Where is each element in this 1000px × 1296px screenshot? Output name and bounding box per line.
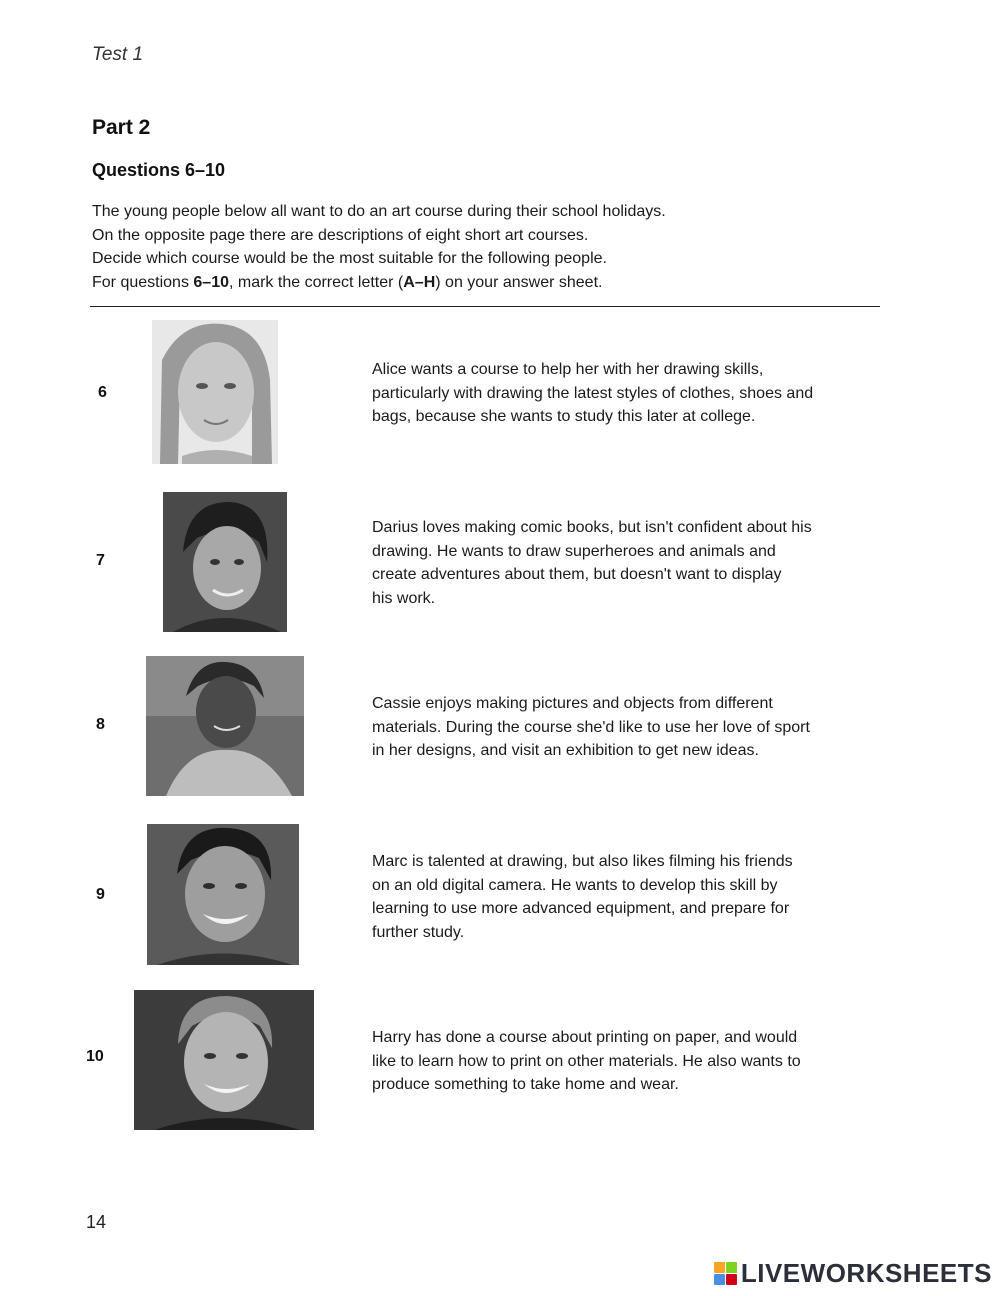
question-number: 9: [96, 886, 105, 903]
instructions: [92, 200, 892, 294]
instruction-text: For questions: [92, 273, 194, 291]
portrait-photo: [147, 824, 299, 965]
portrait-photo: [152, 320, 278, 464]
logo-square: [714, 1262, 725, 1273]
logo-square: [714, 1274, 725, 1285]
page-number: 14: [86, 1212, 107, 1232]
description-line: drawing. He wants to draw superheroes and animals and: [372, 542, 776, 560]
description-line: further study.: [372, 923, 465, 941]
instruction-text: ) on your answer sheet.: [435, 273, 603, 291]
description-line: like to learn how to print on other materials. He also wants to: [372, 1052, 801, 1070]
description-line: Cassie enjoys making pictures and objects from different: [372, 695, 773, 712]
description-line: Harry has done a course about printing on paper, and would: [372, 1029, 798, 1046]
person-description: [372, 516, 892, 610]
divider-rule: [90, 306, 880, 307]
liveworksheets-brand: [714, 1258, 992, 1289]
description-line: his work.: [372, 589, 436, 607]
instruction-line: Decide which course would be the most suitable for the following people.: [92, 250, 607, 267]
description-line: learning to use more advanced equipment, and prepare for: [372, 900, 790, 917]
question-number: 10: [86, 1048, 104, 1065]
description-line: materials. During the course she'd like to use her love of sport: [372, 718, 810, 736]
question-number: 7: [96, 552, 105, 569]
description-line: produce something to take home and wear.: [372, 1076, 679, 1093]
person-description: [372, 358, 892, 429]
instruction-bold: A–H: [403, 273, 436, 291]
portrait-photo: [134, 990, 314, 1130]
brand-text: LIVEWORKSHEETS: [740, 1258, 992, 1288]
question-number: 6: [98, 384, 107, 401]
instruction-line: The young people below all want to do an art course during their school holidays.: [92, 203, 666, 220]
logo-square: [726, 1262, 737, 1273]
instruction-line: [92, 271, 892, 295]
description-line: bags, because she wants to study this later at college.: [372, 408, 756, 425]
portrait-image: [163, 492, 287, 632]
instruction-bold: 6–10: [193, 273, 229, 291]
part-title: Part 2: [92, 116, 151, 139]
instruction-line: On the opposite page there are descriptions of eight short art courses.: [92, 226, 589, 244]
person-description: [372, 850, 892, 944]
portrait-image: [134, 990, 314, 1130]
description-line: Marc is talented at drawing, but also likes filming his friends: [372, 853, 793, 870]
portrait-image: [152, 320, 278, 464]
description-line: Alice wants a course to help her with her drawing skills,: [372, 361, 764, 378]
portrait-photo: [146, 656, 304, 796]
questions-title: Questions 6–10: [92, 160, 226, 180]
description-line: Darius loves making comic books, but isn't confident about his: [372, 519, 812, 536]
question-number: 8: [96, 716, 105, 733]
portrait-image: [146, 656, 304, 796]
running-head: Test 1: [92, 44, 144, 65]
person-description: [372, 692, 892, 763]
person-description: [372, 1026, 892, 1097]
description-line: create adventures about them, but doesn't want to display: [372, 566, 782, 583]
description-line: in her designs, and visit an exhibition to get new ideas.: [372, 742, 759, 759]
description-line: on an old digital camera. He wants to develop this skill by: [372, 876, 778, 894]
instruction-text: , mark the correct letter (: [228, 273, 404, 291]
liveworksheets-logo-icon: [714, 1262, 737, 1285]
logo-square: [726, 1274, 737, 1285]
description-line: particularly with drawing the latest styles of clothes, shoes and: [372, 384, 814, 402]
portrait-photo: [163, 492, 287, 632]
portrait-image: [147, 824, 299, 965]
